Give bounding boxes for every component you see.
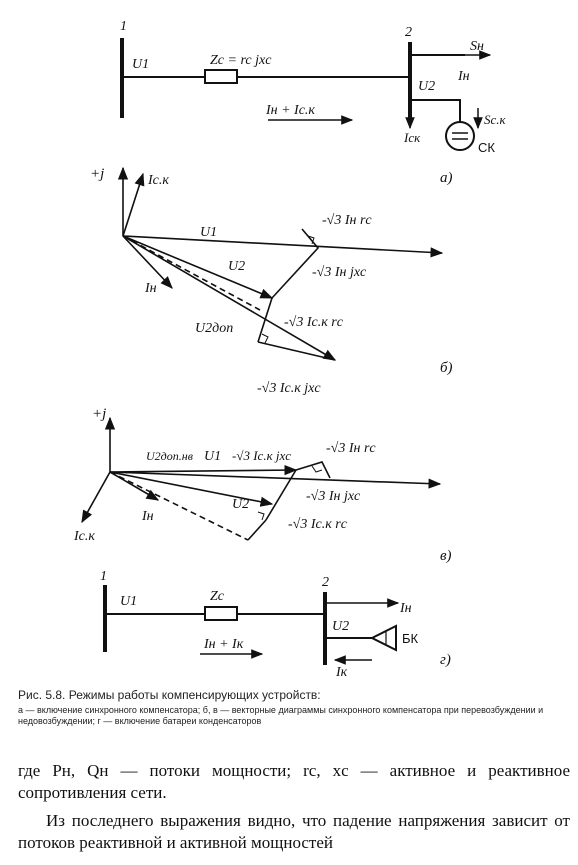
g-bk-symbol: [372, 626, 396, 650]
v-drop-iskjxc: -√3 Iс.к jxс: [232, 448, 292, 463]
a-sk-label: СК: [478, 140, 495, 155]
a-panel-letter: а): [440, 170, 453, 186]
a-isk: Iск: [404, 130, 421, 145]
v-panel-letter: в): [440, 548, 452, 564]
b-drop-injxc: -√3 Iн jxс: [312, 265, 367, 280]
v-in-label: Iн: [142, 509, 154, 524]
b-u2dop-vector: [123, 236, 335, 360]
b-right-angle-2: [262, 334, 268, 343]
diagram-v: [82, 418, 440, 540]
g-u2: U2: [332, 619, 350, 634]
b-in-label: Iн: [145, 281, 157, 296]
diagram-g: [105, 585, 398, 665]
b-drop-iskrc: -√3 Iс.к rс: [284, 315, 343, 330]
caption-title: Рис. 5.8. Режимы работы компенсирующих устройств:: [18, 688, 321, 702]
a-sn: Sн: [470, 39, 484, 54]
b-panel-letter: б): [440, 360, 453, 376]
b-u1-label: U1: [200, 225, 218, 240]
diagram-b: [123, 168, 442, 360]
b-isk-label: Iс.к: [148, 173, 169, 188]
g-impedance-zc: [205, 607, 237, 620]
sk-branch: [410, 100, 460, 122]
body-text: [18, 760, 570, 860]
v-axis-label: +j: [92, 406, 107, 422]
sk-machine: [446, 122, 474, 150]
b-u2-label: U2: [228, 259, 246, 274]
a-u2: U2: [418, 79, 436, 94]
v-isk-vector: [82, 472, 110, 522]
caption-body: а — включение синхронного компенсатора; б, в — векторные диаграммы синхронного компенсатора при перевозбуждении и недовозбуждении; г — включение батареи конденсаторов: [18, 705, 544, 726]
b-drop-iskjxc: -√3 Iс.к jxс: [257, 381, 321, 396]
g-ik: Iк: [336, 665, 348, 680]
v-u2-label: U2: [232, 497, 250, 512]
b-drop-inrc: -√3 Iн rс: [322, 213, 372, 228]
g-panel-letter: г): [440, 652, 451, 668]
b-isk-vector: [123, 174, 143, 236]
figure-caption: [18, 688, 570, 727]
v-u1-label: U1: [204, 449, 222, 464]
g-in: Iн: [400, 601, 412, 616]
b-drop-triangle: [272, 229, 318, 298]
paragraph-2: Из последнего выражения видно, что падение напряжения зависит от потоков реактивной и активной мощностей: [18, 811, 570, 852]
a-in: Iн: [458, 69, 470, 84]
v-u2dop-label: U2доп.нв: [146, 449, 193, 463]
b-drop-isk-jx: [258, 342, 335, 360]
v-right-angle-1: [312, 466, 322, 472]
v-drop-injxc: -√3 Iн jxс: [306, 489, 361, 504]
impedance-zc: [205, 70, 237, 83]
g-bk: БК: [402, 631, 419, 646]
paragraph-1: где Pн, Qн — потоки мощности; rс, xс — активное и реактивное сопротивления сети.: [18, 761, 570, 802]
diagram-a: [122, 38, 490, 150]
v-isk-label: Iс.к: [74, 529, 95, 544]
b-u2dop-label: U2доп: [195, 321, 234, 336]
v-drop-inrc: -√3 Iн rс: [326, 441, 376, 456]
a-ssk: Sс.к: [484, 112, 506, 127]
g-current-sum: Iн + Iк: [204, 637, 244, 652]
v-u2dop-vector: [110, 470, 296, 472]
v-dashed: [110, 472, 248, 540]
g-node1: 1: [100, 569, 107, 584]
v-drop-triangle: [296, 462, 330, 478]
a-u1: U1: [132, 57, 150, 72]
a-current-sum: Iн + Iс.к: [266, 103, 315, 118]
g-u1: U1: [120, 594, 138, 609]
g-node2: 2: [322, 575, 329, 590]
g-zc: Zc: [210, 589, 224, 604]
v-drop-isk-r: [248, 520, 266, 540]
v-drop-iskrc: -√3 Iс.к rс: [288, 517, 347, 532]
a-node2: 2: [405, 25, 412, 40]
a-zc-label: Zc = rc jxc: [210, 53, 272, 68]
b-u1-vector: [123, 236, 442, 253]
b-axis-label: +j: [90, 166, 105, 182]
v-right-angle-2: [258, 512, 264, 520]
a-node1: 1: [120, 19, 127, 34]
